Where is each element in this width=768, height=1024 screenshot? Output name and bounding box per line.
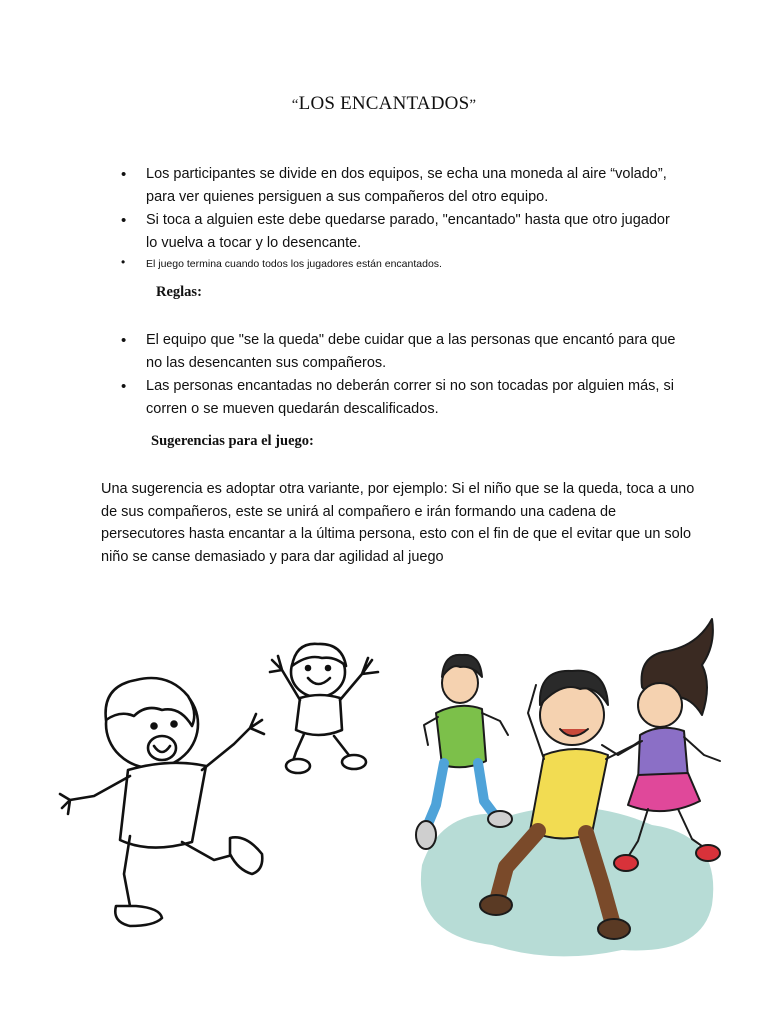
list-item: • Los participantes se divide en dos equipos, se echa una moneda al aire “volado”, para ver quienes persiguen a sus compañeros del otro equipo.	[0, 163, 676, 209]
suggestion-paragraph: Una sugerencia es adoptar otra variante, por ejemplo: Si el niño que se la queda, toca a uno de sus compañeros, este se unirá al compañero e irán formando una cadena de persecutores hasta encantar a la última persona, esto con el fin de que el evitar que un solo niño se canse demasiado y para dar agilidad al juego	[101, 481, 695, 565]
rules-heading: Reglas:	[156, 284, 202, 300]
list-item: • El equipo que "se la queda" debe cuidar que a las personas que encantó para que no las desencanten sus compañeros.	[0, 329, 676, 375]
title-text: LOS ENCANTADOS	[298, 93, 470, 114]
title-close-quote: ”	[469, 97, 477, 113]
list-item: • El juego termina cuando todos los jugadores están encantados.	[0, 255, 676, 273]
rules-list	[0, 329, 676, 421]
list-item: • Las personas encantadas no deberán correr si no son tocadas por alguien más, si corren o se mueven quedarán descalificados.	[0, 375, 676, 421]
intro-list	[0, 163, 676, 273]
suggestions-heading: Sugerencias para el juego:	[151, 433, 314, 449]
title-open-quote: “	[291, 97, 299, 113]
children-running-outline-icon	[50, 630, 385, 950]
list-item: • Si toca a alguien este debe quedarse parado, "encantado" hasta que otro jugador lo vuelva a tocar y lo desencante.	[0, 209, 676, 255]
children-running-color-icon	[402, 605, 732, 975]
page-title	[0, 93, 768, 115]
